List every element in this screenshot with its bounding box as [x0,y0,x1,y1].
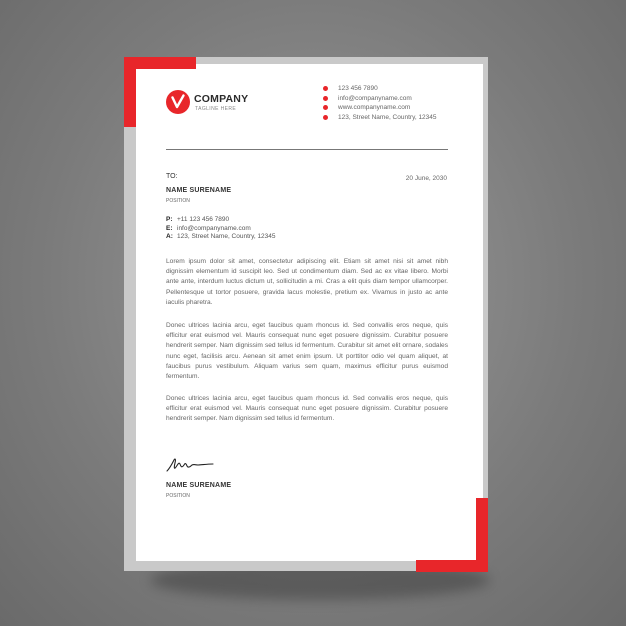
recipient-details [166,216,276,242]
signature-icon [166,455,214,473]
detail-label: E: [166,224,173,232]
signer-position: POSITION [166,493,190,499]
to-label: TO: [166,173,178,180]
email-icon [323,96,328,101]
company-tagline: TAGLINE HERE [195,106,237,112]
body-paragraph-2: Donec ultrices lacinia arcu, eget faucibus quam rhoncus id. Sed convallis eros neque, quis efficitur erat euismod vel. Mauris consequat nunc eget posuere dignissim. Curabitur posuere hendrerit semper. Nam dignissim sed tellus id fermentum. Curabitur sit amet elit ornare, sodales nunc eget, facilisis arcu. Aenean sit amet enim ipsum. Ut porttitor odio vel quam aliquet, at faucibus purus vestibulum. Aliquam varius sem quam, maximus efficitur purus euismod fermentum. [166,322,448,381]
company-name: COMPANY [194,93,249,105]
recipient-phone: +11 123 456 7890 [177,216,230,223]
body-paragraph-3: Donec ultrices lacinia arcu, eget faucibus quam rhoncus id. Sed convallis eros neque, quis efficitur erat euismod vel. Mauris consequat nunc eget posuere dignissim. Curabitur posuere hendrerit semper. Nam dignissim sed tellus id fermentum. [166,395,448,423]
contact-info [323,84,437,122]
contact-phone: 123 456 7890 [338,85,378,93]
location-icon [323,115,328,120]
contact-row-web [323,103,437,113]
corner-accent-top-left-horizontal [124,57,196,69]
web-icon [323,105,328,110]
corner-accent-bottom-right-horizontal [416,560,488,572]
recipient-email: info@companyname.com [177,224,251,232]
contact-website: www.companyname.com [338,104,411,112]
recipient-name: NAME SURENAME [166,187,232,194]
signer-name: NAME SURENAME [166,482,232,489]
phone-icon [323,86,328,91]
detail-label: P: [166,216,173,223]
contact-email: info@companyname.com [338,94,412,102]
contact-row-phone [323,84,437,94]
recipient-position: POSITION [166,198,190,204]
recipient-address: 123, Street Name, Country, 12345 [177,233,276,241]
letter-date: 20 June, 2030 [405,175,447,182]
header-divider [166,149,448,150]
contact-row-address [323,113,437,123]
recipient-phone-row [166,216,276,225]
body-paragraph-1: Lorem ipsum dolor sit amet, consectetur adipiscing elit. Etiam sit amet nisi sit amet nibh dignissim elementum id suscipit leo. Sed ut condimentum diam. Sed ac ex vitae libero. Morbi ante ante, interdum luctus dictum ut, sollicitudin a mi. Cras a elit quis diam tempor ullamcorper. Pellentesque ut tortor posuere, gravida lacus molestie, pretium ex. Vivamus in justo ac ante iaculis pharetra. [166,258,448,306]
detail-label: A: [166,233,173,241]
company-logo-icon [166,90,190,114]
contact-row-email [323,94,437,104]
recipient-address-row [166,233,276,242]
recipient-email-row [166,225,276,234]
contact-address: 123, Street Name, Country, 12345 [338,113,437,121]
